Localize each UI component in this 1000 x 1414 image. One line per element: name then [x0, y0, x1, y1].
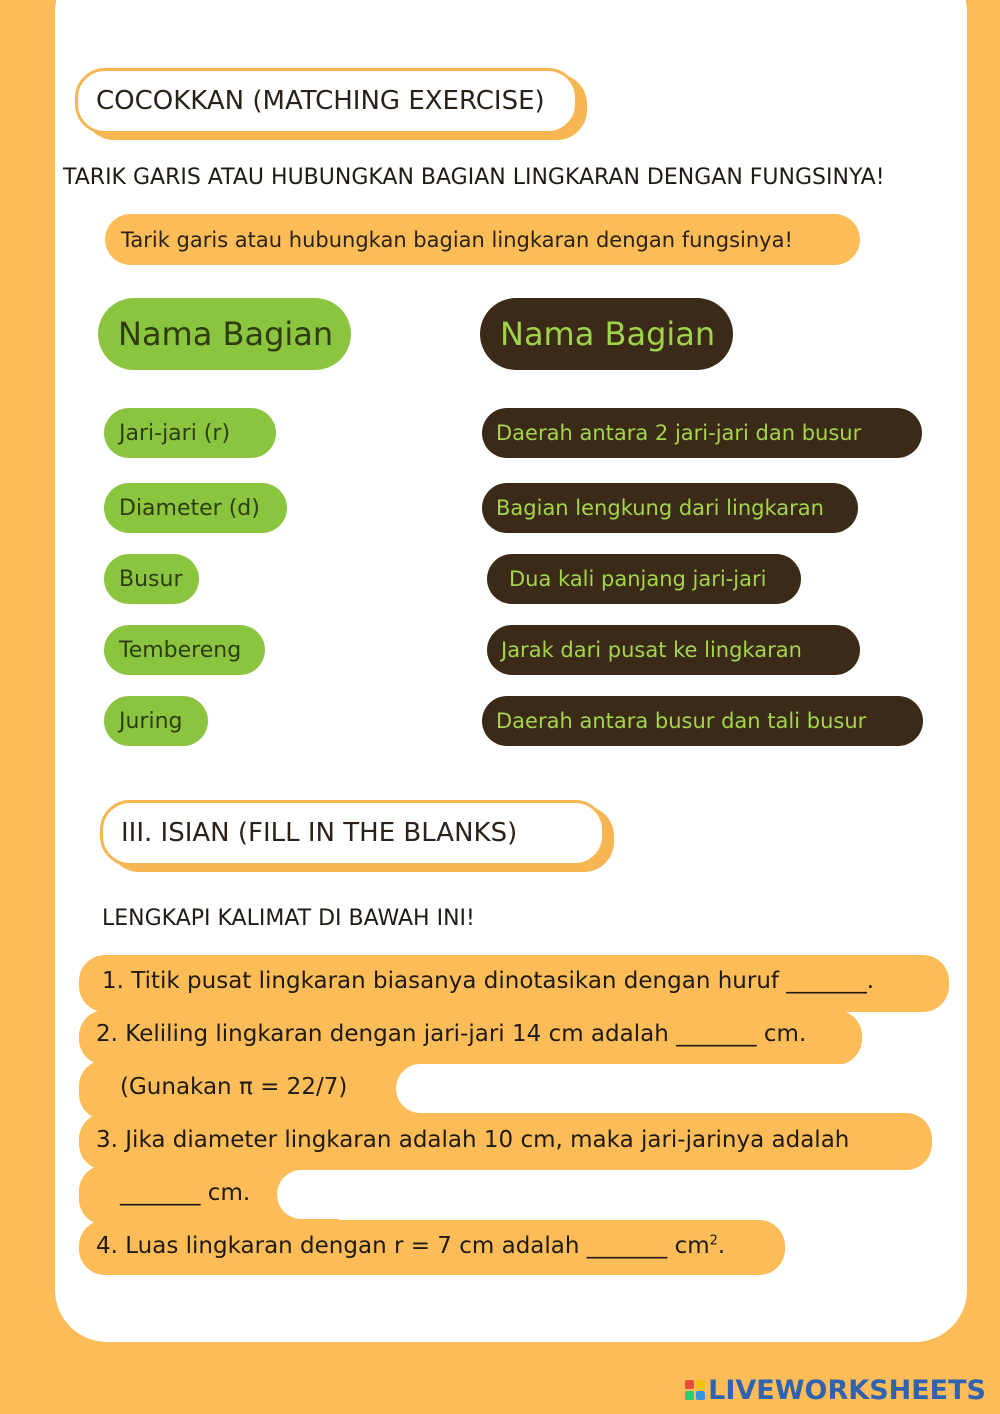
logo-square — [685, 1380, 694, 1389]
description-item-4[interactable] — [487, 625, 860, 675]
logo-square — [685, 1391, 694, 1400]
right-column-header — [480, 298, 733, 370]
sub-instruction-text: Tarik garis atau hubungkan bagian lingkaran dengan fungsinya! — [121, 227, 793, 252]
question-4 — [96, 1233, 725, 1259]
liveworksheets-logo — [685, 1374, 986, 1406]
description-item-2[interactable] — [482, 483, 858, 533]
logo-text: LIVEWORKSHEETS — [708, 1374, 986, 1406]
question-number: 1. — [102, 968, 124, 994]
question-text: Luas lingkaran dengan r = 7 cm adalah _______ cm — [125, 1233, 710, 1259]
matching-sub-instruction — [105, 214, 860, 265]
logo-square — [696, 1380, 705, 1389]
section-title-matching — [75, 68, 578, 134]
part-label: Diameter (d) — [119, 495, 260, 521]
part-item-tembereng[interactable] — [104, 625, 265, 675]
question-number: 3. — [96, 1127, 118, 1153]
section-title-text: COCOKKAN (MATCHING EXERCISE) — [96, 86, 545, 116]
question-1 — [102, 968, 874, 994]
question-text-end: . — [717, 1233, 726, 1259]
description-item-1[interactable] — [482, 408, 922, 458]
description-label: Jarak dari pusat ke lingkaran — [501, 638, 802, 662]
part-item-diameter[interactable] — [104, 483, 287, 533]
notch-2 — [396, 1064, 956, 1113]
matching-instruction: TARIK GARIS ATAU HUBUNGKAN BAGIAN LINGKARAN DENGAN FUNGSINYA! — [63, 165, 885, 190]
part-label: Busur — [119, 566, 183, 592]
part-item-juring[interactable] — [104, 696, 208, 746]
part-item-jari-jari[interactable] — [104, 408, 276, 458]
section-title-fill — [100, 800, 605, 866]
superscript: 2 — [709, 1233, 718, 1249]
part-item-busur[interactable] — [104, 554, 199, 604]
question-3 — [96, 1127, 849, 1153]
right-header-text: Nama Bagian — [500, 315, 716, 353]
part-label: Jari-jari (r) — [119, 420, 231, 446]
left-column-header — [98, 298, 351, 370]
notch-3 — [277, 1170, 957, 1219]
question-number: 2. — [96, 1021, 118, 1047]
question-text: Jika diameter lingkaran adalah 10 cm, maka jari-jarinya adalah — [125, 1127, 850, 1153]
part-label: Tembereng — [119, 637, 242, 663]
fill-instruction: LENGKAPI KALIMAT DI BAWAH INI! — [102, 906, 475, 931]
question-text: Keliling lingkaran dengan jari-jari 14 cm adalah _______ cm. — [125, 1021, 807, 1047]
section-title-text: III. ISIAN (FILL IN THE BLANKS) — [121, 818, 518, 848]
left-header-text: Nama Bagian — [118, 315, 334, 353]
description-item-3[interactable] — [487, 554, 801, 604]
description-label: Bagian lengkung dari lingkaran — [496, 496, 824, 520]
description-label: Dua kali panjang jari-jari — [509, 567, 767, 591]
description-item-5[interactable] — [482, 696, 923, 746]
question-2-line-2: (Gunakan π = 22/7) — [120, 1074, 348, 1100]
description-label: Daerah antara 2 jari-jari dan busur — [496, 421, 862, 445]
logo-square — [696, 1391, 705, 1400]
question-3-line-2: _______ cm. — [120, 1180, 251, 1206]
description-label: Daerah antara busur dan tali busur — [496, 709, 867, 733]
question-number: 4. — [96, 1233, 118, 1259]
part-label: Juring — [119, 708, 183, 734]
question-2 — [96, 1021, 806, 1047]
logo-icon — [685, 1380, 705, 1400]
question-text: Titik pusat lingkaran biasanya dinotasikan dengan huruf _______. — [131, 968, 875, 994]
